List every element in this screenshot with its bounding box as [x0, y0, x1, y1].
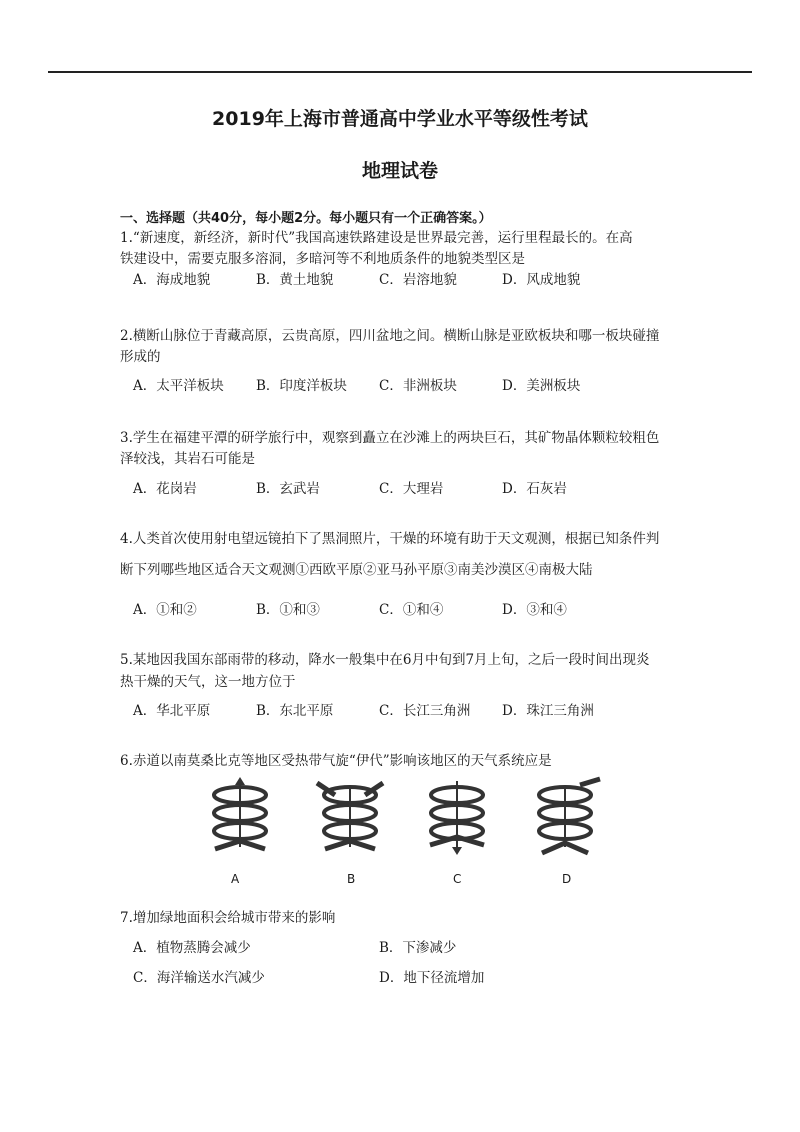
question-3-option-a: A．花岗岩 — [133, 481, 197, 497]
exam-subtitle: 地理试卷 — [361, 160, 438, 182]
exam-title: 2019年上海市普通高中学业水平等级性考试 — [212, 108, 588, 130]
question-3-option-c: C．大理岩 — [379, 481, 444, 497]
weather-system-figure-c — [412, 775, 502, 865]
question-1-line-2: 铁建设中，需要克服多溶洞，多暗河等不利地质条件的地貌类型区是 — [120, 251, 525, 267]
question-6-line-1: 6.赤道以南莫桑比克等地区受热带气旋“伊代”影响该地区的天气系统应是 — [120, 753, 552, 769]
question-2-option-a: A．太平洋板块 — [133, 378, 224, 394]
figure-label-c: C — [453, 872, 462, 886]
question-5-option-c: C．长江三角洲 — [379, 703, 471, 719]
question-7-option-d: D．地下径流增加 — [379, 970, 485, 986]
question-4-line-2: 断下列哪些地区适合天文观测①西欧平原②亚马孙平原③南美沙漠区④南极大陆 — [120, 562, 593, 578]
figure-label-a: A — [231, 872, 240, 886]
question-5-option-a: A．华北平原 — [133, 703, 211, 719]
figure-label-d: D — [562, 872, 572, 886]
question-2-line-1: 2.横断山脉位于青藏高原，云贵高原，四川盆地之间。横断山脉是亚欧板块和哪一板块碰撞 — [120, 328, 660, 344]
question-1-option-c: C．岩溶地貌 — [379, 272, 457, 288]
weather-system-figure-b — [305, 775, 395, 865]
question-4-option-c: C．①和④ — [379, 602, 444, 618]
question-3-option-b: B．玄武岩 — [256, 481, 320, 497]
question-5-line-2: 热干燥的天气，这一地方位于 — [120, 674, 296, 690]
question-4-option-b: B．①和③ — [256, 602, 320, 618]
question-5-option-d: D．珠江三角洲 — [502, 703, 594, 719]
question-2-option-c: C．非洲板块 — [379, 378, 457, 394]
question-4-line-1: 4.人类首次使用射电望远镜拍下了黑洞照片，干燥的环境有助于天文观测，根据已知条件判 — [120, 531, 660, 547]
question-1-option-a: A．海成地貌 — [133, 272, 211, 288]
section-heading: 一、选择题（共40分，每小题2分。每小题只有一个正确答案。） — [120, 211, 492, 226]
question-7-option-a: A．植物蒸腾会减少 — [133, 940, 251, 956]
question-1-line-1: 1.“新速度，新经济，新时代”我国高速铁路建设是世界最完善，运行里程最长的。在高 — [120, 230, 633, 246]
question-2-option-b: B．印度洋板块 — [256, 378, 347, 394]
question-5-line-1: 5.某地因我国东部雨带的移动，降水一般集中在6月中旬到7月上旬，之后一段时间出现炎 — [120, 652, 650, 668]
question-3-option-d: D．石灰岩 — [502, 481, 567, 497]
question-5-option-b: B．东北平原 — [256, 703, 334, 719]
question-7-option-c: C．海洋输送水汽减少 — [133, 970, 265, 986]
figure-label-b: B — [347, 872, 356, 886]
question-4-option-d: D．③和④ — [502, 602, 567, 618]
weather-system-figure-a — [195, 775, 285, 865]
question-7-line-1: 7.增加绿地面积会给城市带来的影响 — [120, 910, 336, 926]
question-1-option-b: B．黄土地貌 — [256, 272, 334, 288]
question-7-option-b: B．下渗减少 — [379, 940, 457, 956]
question-4-option-a: A．①和② — [133, 602, 197, 618]
question-2-line-2: 形成的 — [120, 349, 161, 365]
header-rule — [48, 71, 752, 73]
weather-system-figure-d — [520, 775, 610, 865]
question-2-option-d: D．美洲板块 — [502, 378, 581, 394]
question-3-line-2: 泽较浅，其岩石可能是 — [120, 451, 255, 467]
question-3-line-1: 3.学生在福建平潭的研学旅行中，观察到矗立在沙滩上的两块巨石，其矿物晶体颗粒较粗色 — [120, 430, 660, 446]
question-1-option-d: D．风成地貌 — [502, 272, 581, 288]
